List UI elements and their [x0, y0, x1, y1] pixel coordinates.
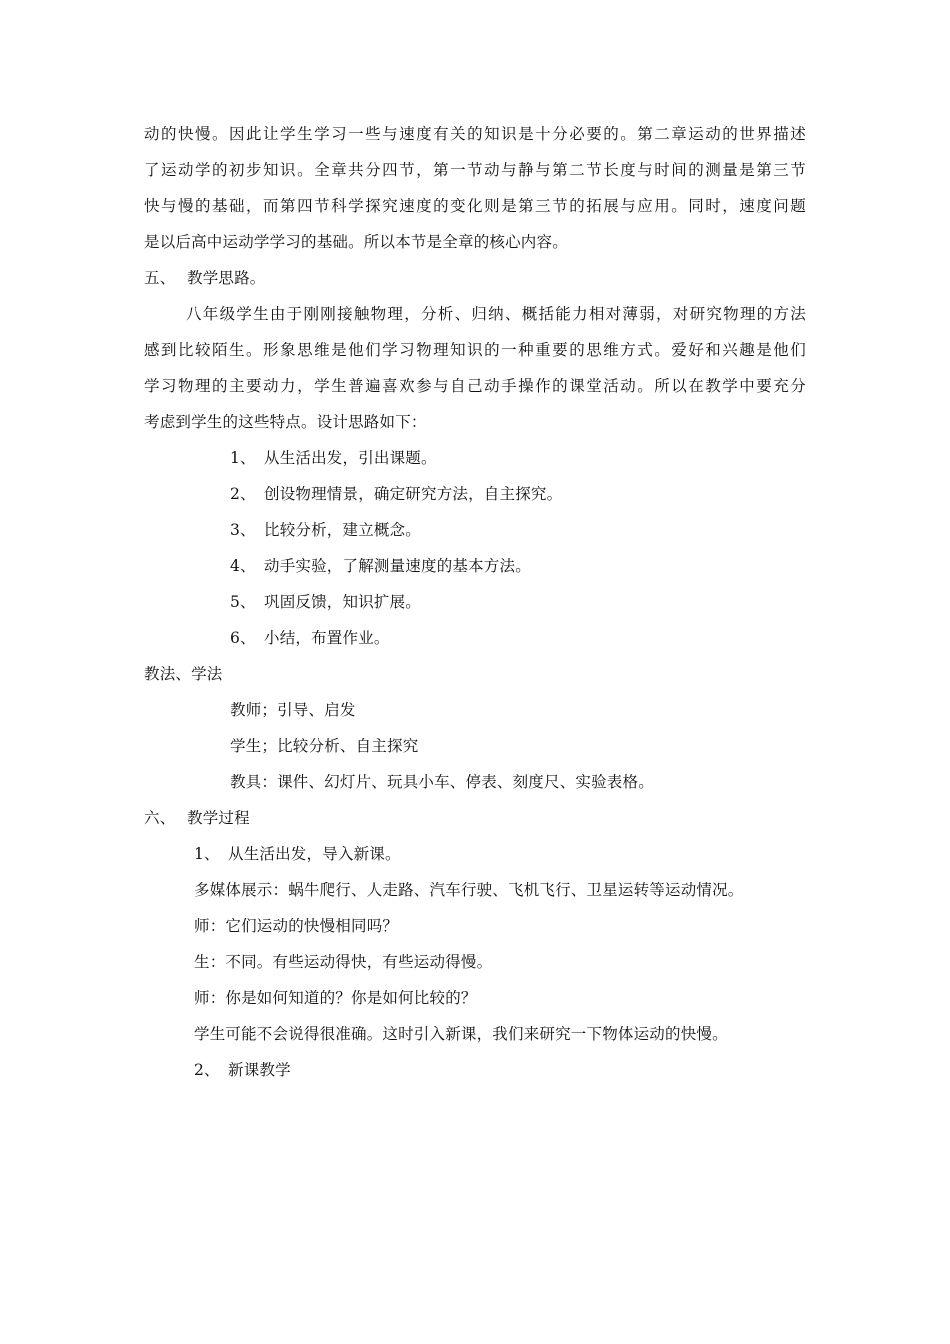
- dialogue-line: 师：你是如何知道的？你是如何比较的？: [194, 989, 477, 1007]
- intro-line: 快与慢的基础，而第四节科学探究速度的变化则是第三节的拓展与应用。同时，速度问题: [144, 197, 806, 215]
- list-number: 6、: [230, 629, 256, 647]
- section-number: 五、: [144, 269, 176, 287]
- list-item: [230, 628, 390, 648]
- intro-line: 是以后高中运动学学习的基础。所以本节是全章的核心内容。: [144, 233, 568, 251]
- list-number: 1、: [230, 449, 256, 467]
- step-number: 1、: [194, 845, 220, 863]
- dialogue-line: 学生可能不会说得很准确。这时引入新课，我们来研究一下物体运动的快慢。: [194, 1025, 728, 1043]
- list-number: 4、: [230, 557, 256, 575]
- methods-item: 学生；比较分析、自主探究: [230, 737, 419, 755]
- process-step: [194, 1060, 291, 1080]
- dialogue-line: 生：不同。有些运动得快，有些运动得慢。: [194, 953, 493, 971]
- section-title: 教学过程: [187, 809, 250, 827]
- intro-line: 了运动学的初步知识。全章共分四节，第一节动与静与第二节长度与时间的测量是第三节: [144, 161, 806, 179]
- list-number: 5、: [230, 593, 256, 611]
- section-heading: [144, 808, 250, 828]
- paragraph-line: 八年级学生由于刚刚接触物理，分析、归纳、概括能力相对薄弱，对研究物理的方法: [186, 305, 806, 323]
- methods-item: 教师；引导、启发: [230, 701, 356, 719]
- paragraph-line: 感到比较陌生。形象思维是他们学习物理知识的一种重要的思维方式。爱好和兴趣是他们: [144, 341, 806, 359]
- dialogue-line: 多媒体展示：蜗牛爬行、人走路、汽车行驶、飞机飞行、卫星运转等运动情况。: [194, 881, 744, 899]
- list-text: 创设物理情景，确定研究方法，自主探究。: [264, 485, 563, 503]
- list-item: [230, 448, 437, 468]
- section-heading: [144, 268, 266, 288]
- list-item: [230, 556, 531, 576]
- list-text: 动手实验，了解测量速度的基本方法。: [264, 557, 531, 575]
- list-item: [230, 592, 421, 612]
- step-number: 2、: [194, 1061, 220, 1079]
- paragraph-line: 学习物理的主要动力，学生普遍喜欢参与自己动手操作的课堂活动。所以在教学中要充分: [144, 377, 806, 395]
- list-text: 巩固反馈，知识扩展。: [264, 593, 422, 611]
- section-title: 教学思路。: [187, 269, 266, 287]
- step-text: 新课教学: [228, 1061, 291, 1079]
- intro-line: 动的快慢。因此让学生学习一些与速度有关的知识是十分必要的。第二章运动的世界描述: [144, 125, 806, 143]
- methods-heading: 教法、学法: [144, 665, 223, 683]
- list-number: 3、: [230, 521, 256, 539]
- list-number: 2、: [230, 485, 256, 503]
- paragraph-line: 考虑到学生的这些特点。设计思路如下：: [144, 413, 427, 431]
- list-item: [230, 520, 421, 540]
- list-text: 小结，布置作业。: [264, 629, 390, 647]
- section-number: 六、: [144, 809, 176, 827]
- list-text: 比较分析，建立概念。: [264, 521, 422, 539]
- list-item: [230, 484, 562, 504]
- step-text: 从生活出发，导入新课。: [228, 845, 401, 863]
- dialogue-line: 师：它们运动的快慢相同吗？: [194, 917, 399, 935]
- process-step: [194, 844, 401, 864]
- methods-item: 教具：课件、幻灯片、玩具小车、停表、刻度尺、实验表格。: [230, 773, 654, 791]
- list-text: 从生活出发，引出课题。: [264, 449, 437, 467]
